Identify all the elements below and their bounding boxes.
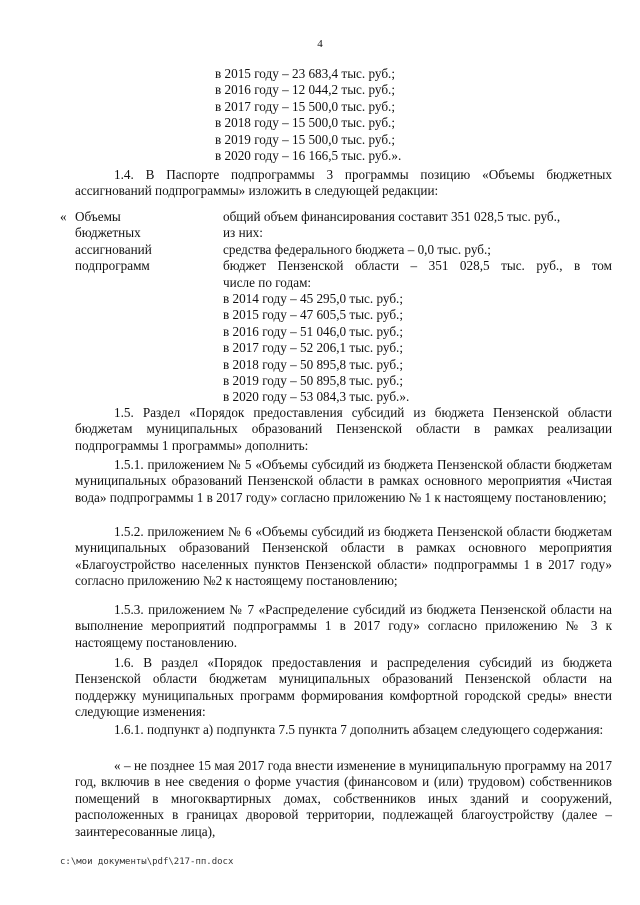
- passport-label: [75, 209, 152, 275]
- label-line: бюджетных: [75, 225, 141, 241]
- year-line: в 2017 году – 15 500,0 тыс. руб.;: [215, 98, 396, 114]
- passport-values: [223, 209, 612, 406]
- year-line: в 2016 году – 51 046,0 тыс. руб.;: [223, 323, 404, 339]
- page-number: 4: [317, 38, 323, 50]
- paragraph-1-5-2: 1.5.2. приложением № 6 «Объемы субсидий из бюджета Пензенской области бюджетам муниципальных образований Пензенской области в рамках основного мероприятия «Благоустройство населенных пунктов Пензенской области» подпрограммы 1 в 2017 году» согласно приложению №2 к настоящему постановлению;: [75, 524, 612, 589]
- label-line: Объемы: [75, 209, 121, 224]
- year-line: в 2017 году – 52 206,1 тыс. руб.;: [223, 340, 404, 356]
- paragraph-1-5-1: 1.5.1. приложением № 5 «Объемы субсидий из бюджета Пензенской области бюджетам муниципальных образований Пензенской области в рамках основного мероприятия «Чистая вода» подпрограммы 1 в 2017 году» согласно приложению № 1 к настоящему постановлению;: [75, 457, 612, 505]
- paragraph-1-4: 1.4. В Паспорте подпрограммы 3 программы позицию «Объемы бюджетных ассигнований подпрограммы» изложить в следующей редакции:: [75, 167, 612, 199]
- year-line: в 2014 году – 45 295,0 тыс. руб.;: [223, 291, 404, 307]
- year-line: в 2020 году – 16 166,5 тыс. руб.».: [215, 148, 402, 164]
- value-line: общий объем финансирования составит 351 028,5 тыс. руб.,: [223, 209, 561, 224]
- year-line: в 2018 году – 50 895,8 тыс. руб.;: [223, 356, 404, 372]
- paragraph-1-6-1: 1.6.1. подпункт а) подпункта 7.5 пункта 7 дополнить абзацем следующего содержания:: [114, 722, 604, 737]
- value-line: из них:: [223, 225, 263, 241]
- label-line: ассигнований: [75, 241, 152, 257]
- value-line: средства федерального бюджета – 0,0 тыс. руб.;: [223, 241, 491, 257]
- year-line: в 2019 году – 50 895,8 тыс. руб.;: [223, 373, 404, 389]
- footer-file-path: c:\мои документы\pdf\217-пп.docx: [60, 857, 234, 867]
- year-line: в 2015 году – 23 683,4 тыс. руб.;: [215, 66, 396, 81]
- paragraph-1-6: 1.6. В раздел «Порядок предоставления и распределения субсидий из бюджета Пензенской области бюджетам муниципальных образований Пензенской области на поддержку муниципальных программ формирования комфортной городской среды» внести следующие изменения:: [75, 655, 612, 720]
- paragraph-1-5-3: 1.5.3. приложением № 7 «Распределение субсидий из бюджета Пензенской области на выполнение мероприятий подпрограммы 1 в 2017 году» согласно приложению № 3 к настоящему постановлению.: [75, 602, 612, 650]
- paragraph-quote: « – не позднее 15 мая 2017 года внести изменение в муниципальную программу на 2017 год, включив в нее сведения о форме участия (финансовом и (или) трудовом) собственников помещений в многоквартирных домах, собственников иных зданий и сооружений, расположенных в границах дворовой территории, подлежащей благоустройству (далее – заинтересованные лица),: [75, 758, 612, 839]
- regional-budget-line: бюджет Пензенской области – 351 028,5 тыс. руб., в том: [223, 258, 612, 274]
- years-list-subprogram-2: [215, 66, 401, 164]
- year-line: в 2015 году – 47 605,5 тыс. руб.;: [223, 307, 404, 323]
- paragraph-1-5: 1.5. Раздел «Порядок предоставления субсидий из бюджета Пензенской области бюджетам муниципальных образований Пензенской области в рамках реализации подпрограммы 1 программы» дополнить:: [75, 405, 612, 453]
- regional-budget-line-2: числе по годам:: [223, 274, 312, 290]
- year-line: в 2018 году – 15 500,0 тыс. руб.;: [215, 115, 396, 131]
- year-line: в 2016 году – 12 044,2 тыс. руб.;: [215, 82, 396, 98]
- quote-mark: «: [60, 209, 67, 224]
- label-line: подпрограмм: [75, 258, 150, 274]
- year-line: в 2019 году – 15 500,0 тыс. руб.;: [215, 131, 396, 147]
- year-line: в 2020 году – 53 084,3 тыс. руб.».: [223, 389, 410, 405]
